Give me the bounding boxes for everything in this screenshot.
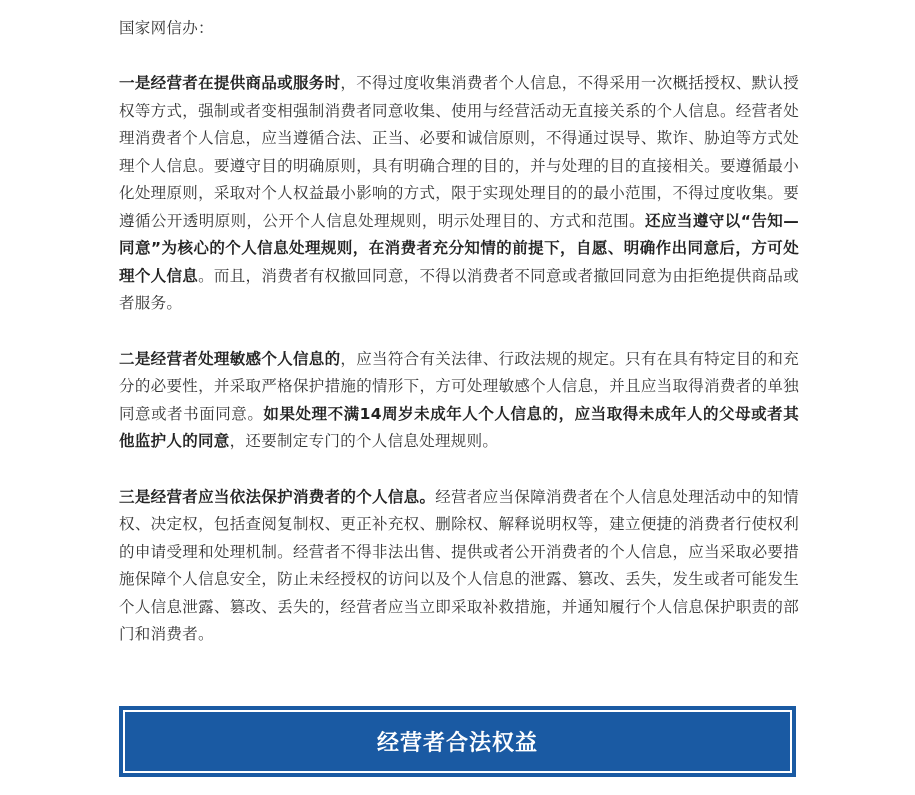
paragraph-one-emphasis: 还应当遵守以“告知—同意”为核心的个人信息处理规则，在消费者充分知情的前提下，自愿、明确作出同意后，方可处理个人信息: [119, 211, 799, 285]
paragraph-one: [119, 70, 799, 318]
section-banner: [119, 706, 796, 777]
paragraph-two-text-b: ，还要制定专门的个人信息处理规则。: [229, 432, 499, 450]
paragraph-one-text-a: ，不得过度收集消费者个人信息，不得采用一次概括授权、默认授权等方式，强制或者变相强制消费者同意收集、使用与经营活动无直接关系的个人信息。经营者处理消费者个人信息，应当遵循合法、正当、必要和诚信原则，不得通过误导、欺诈、胁迫等方式处理个人信息。要遵守目的明确原则，具有明确合理的目的，并与处理的目的直接相关。要遵循最小化处理原则，采取对个人权益最小影响的方式，限于实现处理目的的最小范围，不得过度收集。要遵循公开透明原则，公开个人信息处理规则，明示处理目的、方式和范围。: [119, 74, 800, 230]
intro-line: 国家网信办：: [119, 19, 214, 37]
paragraph-three: [119, 484, 799, 649]
article-body: [119, 14, 799, 677]
paragraph-two-emphasis: 如果处理不满14周岁未成年人个人信息的，应当取得未成年人的父母或者其他监护人的同意: [119, 404, 799, 450]
section-banner-frame: [123, 710, 792, 773]
paragraph-one-text-b: 。而且，消费者有权撤回同意，不得以消费者不同意或者撤回同意为由拒绝提供商品或者服务。: [119, 266, 799, 312]
paragraph-two-text-a: ，应当符合有关法律、行政法规的规定。只有在具有特定目的和充分的必要性，并采取严格保护措施的情形下，方可处理敏感个人信息，并且应当取得消费者的单独同意或者书面同意。: [119, 349, 800, 423]
paragraph-one-lead: 一是经营者在提供商品或服务时: [119, 74, 341, 92]
paragraph-two-lead: 二是经营者处理敏感个人信息的: [119, 349, 341, 368]
paragraph-three-lead: 三是经营者应当依法保护消费者的个人信息。: [119, 487, 436, 506]
section-banner-title: 经营者合法权益: [376, 731, 538, 756]
paragraph-three-text: 经营者应当保障消费者在个人信息处理活动中的知情权、决定权，包括查阅复制权、更正补充权、删除权、解释说明权等，建立便捷的消费者行使权利的申请受理和处理机制。经营者不得非法出售、提供或者公开消费者的个人信息，应当采取必要措施保障个人信息安全，防止未经授权的访问以及个人信息的泄露、篡改、丢失，发生或者可能发生个人信息泄露、篡改、丢失的，经营者应当立即采取补救措施，并通知履行个人信息保护职责的部门和消费者。: [119, 487, 799, 643]
paragraph-two: [119, 346, 799, 456]
